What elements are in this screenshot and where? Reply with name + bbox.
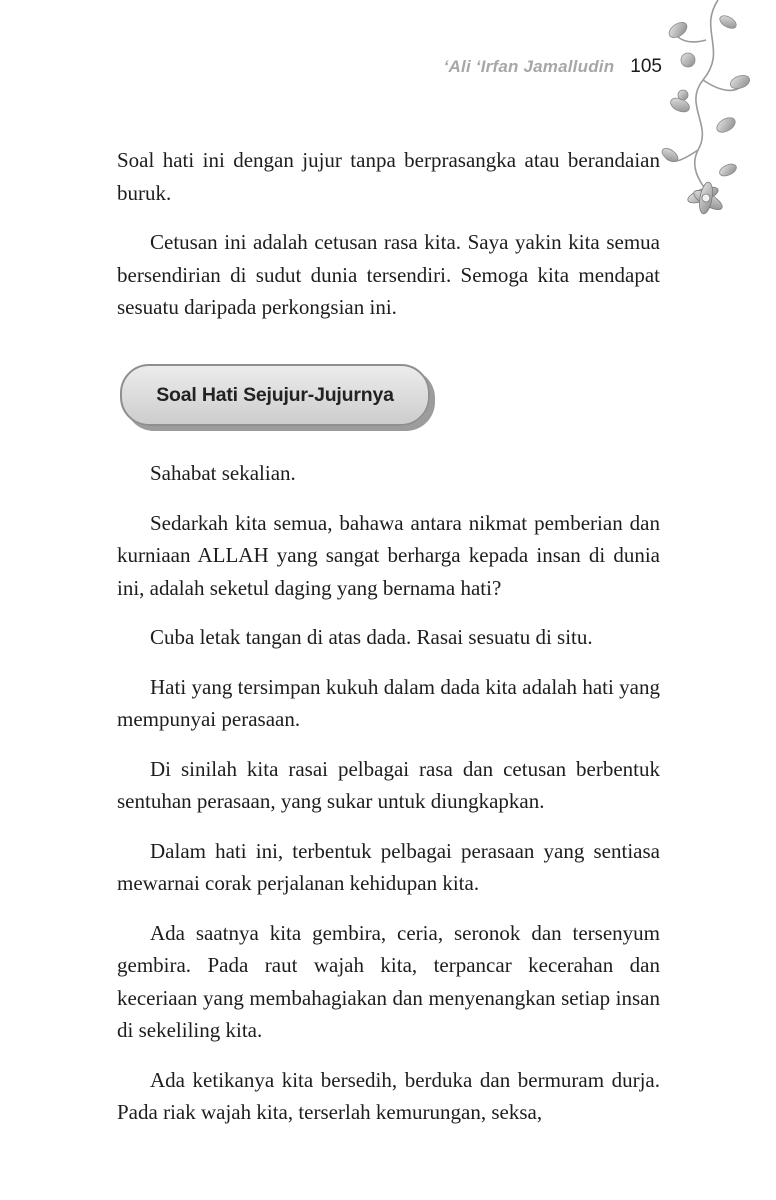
section-heading-box [120, 364, 430, 426]
header-author: ‘Ali ‘Irfan Jamalludin [443, 57, 615, 76]
paragraph: Ada ketikanya kita bersedih, berduka dan bermuram durja. Pada riak wajah kita, terserlah kemurungan, seksa, [117, 1067, 660, 1124]
paragraph: Cuba letak tangan di atas dada. Rasai sesuatu di situ. [150, 625, 593, 649]
paragraph: Sedarkah kita semua, bahawa antara nikmat pemberian dan kurniaan ALLAH yang sangat berharga kepada insan di dunia ini, adalah seketul daging yang bernama hati? [117, 510, 660, 600]
running-header [444, 56, 662, 78]
paragraph: Dalam hati ini, terbentuk pelbagai perasaan yang sentiasa mewarnai corak perjalanan kehidupan kita. [117, 838, 660, 895]
floral-vine-icon [658, 0, 758, 240]
page-number: 105 [630, 56, 662, 77]
section-heading: Soal Hati Sejujur-Jujurnya [156, 383, 394, 406]
paragraph: Ada saatnya kita gembira, ceria, seronok dan tersenyum gembira. Pada raut wajah kita, terpancar kecerahan dan keceriaan yang membahagiakan dan menyenangkan setiap insan di sekeliling kita. [117, 920, 660, 1042]
paragraph: Sahabat sekalian. [150, 461, 296, 485]
intro-text [117, 144, 660, 341]
paragraph: Soal hati ini dengan jujur tanpa berprasangka atau berandaian buruk. [117, 148, 660, 205]
paragraph: Hati yang tersimpan kukuh dalam dada kita adalah hati yang mempunyai perasaan. [117, 674, 660, 731]
paragraph: Cetusan ini adalah cetusan rasa kita. Saya yakin kita semua bersendirian di sudut dunia tersendiri. Semoga kita mendapat sesuatu daripada perkongsian ini. [117, 230, 660, 319]
section-text [117, 457, 660, 1146]
paragraph: Di sinilah kita rasai pelbagai rasa dan cetusan berbentuk sentuhan perasaan, yang sukar untuk diungkapkan. [117, 756, 660, 813]
